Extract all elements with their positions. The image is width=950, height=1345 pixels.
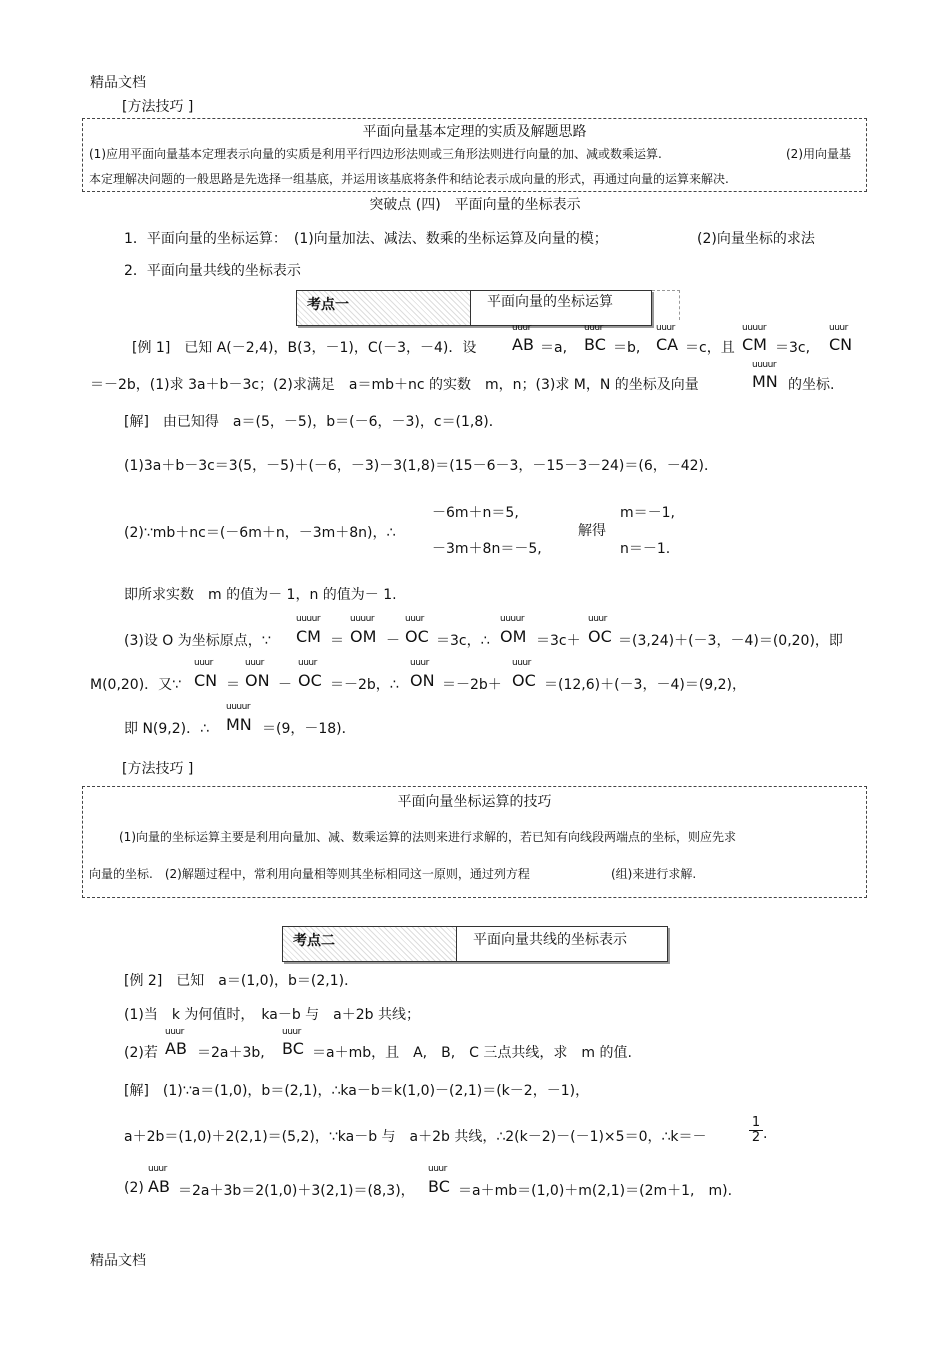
s3-text-5: ＝(3,24)＋(－3，－4)＝(0,20)，即 [618, 633, 843, 649]
ex1-eq-c: ＝c，且 [685, 340, 735, 356]
system-eq-1: －6m＋n＝5, [432, 505, 519, 521]
vector-bc: BC [584, 335, 606, 354]
vector-on: ON [410, 671, 435, 690]
s3-text-2: － [386, 633, 400, 649]
s3-text-4: ＝3c＋ [536, 633, 581, 649]
ex1-eq-a: ＝a, [540, 340, 568, 356]
s4-text-4: ＝－2b＋ [442, 677, 502, 693]
ex2-solution-1: [解] (1)∵a＝(1,0)，b＝(2,1)，∴ka－b＝k(1,0)－(2,1)＝(k－2，－1)， [124, 1083, 590, 1099]
vector-mn: MN [752, 372, 778, 391]
kaodian-2-box [282, 926, 668, 962]
vector-ab: AB [512, 335, 534, 354]
ex2-solution-3-mid: ＝2a＋3b＝2(1,0)＋3(2,1)＝(8,3)， [178, 1183, 415, 1199]
ex1-solution-2-end: 即所求实数 m 的值为－ 1，n 的值为－ 1. [124, 587, 397, 603]
fraction-period: . [763, 1126, 768, 1142]
vector-arrow-mark: uuur [282, 1027, 301, 1037]
fraction-one-half [749, 1116, 763, 1145]
vector-oc: OC [405, 627, 429, 646]
kaodian-1-tail [652, 290, 680, 320]
solve-word: 解得 [578, 523, 606, 539]
kaodian-1-tag: 考点一 [297, 291, 471, 325]
ex1-solution-1: (1)3a＋b－3c＝3(5，－5)＋(－6，－3)－3(1,8)＝(15－6－3，－15－3－24)＝(6，－42)． [124, 458, 719, 474]
vector-arrow-mark: uuuur [296, 614, 321, 624]
vector-oc: OC [298, 671, 322, 690]
item-2: 2．平面向量共线的坐标表示 [124, 263, 301, 279]
s3-text-0: (3)设 O 为坐标原点，∵ [124, 633, 271, 649]
vector-ab: AB [148, 1177, 170, 1196]
ex1-solution-head: [解] 由已知得 a＝(5，－5)，b＝(－6，－3)，c＝(1,8)． [124, 414, 503, 430]
fraction-numerator: 1 [749, 1116, 763, 1131]
vector-arrow-mark: uuur [656, 323, 675, 333]
method-2-text-2a: 向量的坐标. (2)解题过程中，常利用向量相等则其坐标相同这一原则，通过列方程 [89, 867, 530, 881]
vector-arrow-mark: uuur [428, 1164, 447, 1174]
s4-text-2: － [278, 677, 292, 693]
vector-arrow-mark: uuur [298, 658, 317, 668]
vector-cm: CM [296, 627, 321, 646]
vector-arrow-mark: uuur [512, 323, 531, 333]
vector-arrow-mark: uuuur [500, 614, 525, 624]
vector-arrow-mark: uuur [194, 658, 213, 668]
s3-text-3: ＝3c，∴ [436, 633, 490, 649]
result-n: n＝－1. [620, 541, 671, 557]
page-header: 精品文档 [90, 75, 146, 91]
ex2-solution-2: a＋2b＝(1,0)＋2(2,1)＝(5,2)，∵ka－b 与 a＋2b 共线，∴2(k－2)－(－1)×5＝0，∴k＝－ [124, 1129, 707, 1145]
s4-text-1: ＝ [226, 677, 240, 693]
vector-bc: BC [282, 1039, 304, 1058]
method-text-1a: (1)应用平面向量基本定理表示向量的实质是利用平行四边形法则或三角形法则进行向量的加、减或数乘运算. [89, 147, 662, 161]
ex2-line1: [例 2] 已知 a＝(1,0)，b＝(2,1)． [124, 973, 359, 989]
ex2-line2: (1)当 k 为何值时， ka－b 与 a＋2b 共线； [124, 1007, 420, 1023]
vector-arrow-mark: uuuur [742, 323, 767, 333]
breakthrough-title: 突破点 (四) 平面向量的坐标表示 [369, 197, 581, 213]
s4-text-0: M(0,20)．又∵ [90, 677, 182, 693]
vector-cn: CN [829, 335, 853, 354]
method-text-1b: (2)用向量基 [786, 147, 851, 161]
item-1b: (2)向量坐标的求法 [697, 231, 815, 247]
vector-arrow-mark: uuur [245, 658, 264, 668]
vector-arrow-mark: uuur [588, 614, 607, 624]
vector-arrow-mark: uuuur [226, 702, 251, 712]
method-text-2: 本定理解决问题的一般思路是先选择一组基底，并运用该基底将条件和结论表示成向量的形式，再通过向量的运算来解决. [89, 172, 729, 186]
s3-text-1: ＝ [330, 633, 344, 649]
vector-arrow-mark: uuur [148, 1164, 167, 1174]
result-m: m＝－1, [620, 505, 675, 521]
vector-oc: OC [512, 671, 536, 690]
kaodian-2-tag: 考点二 [283, 927, 457, 961]
vector-arrow-mark: uuur [165, 1027, 184, 1037]
method-box [82, 118, 867, 192]
ex2-line3-mid: ＝2a＋3b, [197, 1045, 265, 1061]
vector-mn: MN [226, 715, 252, 734]
kaodian-1-title: 平面向量的坐标运算 [487, 294, 613, 310]
ex2-line3-post: ＝a＋mb，且 A, B, C 三点共线，求 m 的值. [312, 1045, 632, 1061]
s5-text-1: ＝(9，－18)． [262, 721, 356, 737]
vector-cn: CN [194, 671, 218, 690]
vector-ab: AB [165, 1039, 187, 1058]
system-eq-2: －3m＋8n＝－5, [432, 541, 542, 557]
vector-om: OM [500, 627, 527, 646]
vector-arrow-mark: uuur [410, 658, 429, 668]
method-label: [方法技巧 ] [122, 99, 194, 115]
vector-cm: CM [742, 335, 767, 354]
s5-text-0: 即 N(9,2)．∴ [124, 721, 210, 737]
method-box-2 [82, 786, 867, 898]
kaodian-2-title: 平面向量共线的坐标表示 [473, 932, 627, 948]
method-2-text-1: (1)向量的坐标运算主要是利用向量加、减、数乘运算的法则来进行求解的，若已知有向线段两端点的坐标，则应先求 [119, 830, 737, 844]
item-1a: 1．平面向量的坐标运算： (1)向量加法、减法、数乘的坐标运算及向量的模； [124, 231, 608, 247]
vector-ca: CA [656, 335, 679, 354]
vector-on: ON [245, 671, 270, 690]
page-footer: 精品文档 [90, 1253, 146, 1269]
vector-bc: BC [428, 1177, 450, 1196]
ex2-solution-3-post: ＝a＋mb＝(1,0)＋m(2,1)＝(2m＋1, m). [458, 1183, 733, 1199]
ex1-line1-pre: [例 1] 已知 A(－2,4)，B(3，－1)，C(－3，－4)．设 [132, 340, 477, 356]
kaodian-1-box [296, 290, 652, 326]
ex1-line2-post: 的坐标. [788, 377, 835, 393]
s4-text-3: ＝－2b，∴ [330, 677, 399, 693]
vector-arrow-mark: uuur [584, 323, 603, 333]
vector-oc: OC [588, 627, 612, 646]
method-2-text-2b: (组)来进行求解. [611, 867, 697, 881]
fraction-denominator: 2 [751, 1130, 761, 1145]
vector-arrow-mark: uuur [512, 658, 531, 668]
vector-arrow-mark: uuuur [350, 614, 375, 624]
vector-om: OM [350, 627, 377, 646]
vector-arrow-mark: uuur [405, 614, 424, 624]
ex1-eq-b: ＝b, [613, 340, 641, 356]
method-box-title: 平面向量基本定理的实质及解题思路 [362, 124, 587, 140]
ex1-solution-2-lhs: (2)∵mb＋nc＝(－6m＋n，－3m＋8n)，∴ [124, 525, 396, 541]
method-label-2: [方法技巧 ] [122, 761, 194, 777]
ex1-line2: ＝－2b，(1)求 3a＋b－3c；(2)求满足 a＝mb＋nc 的实数 m，n；(3)求 M，N 的坐标及向量 [90, 377, 699, 393]
ex1-eq-d: ＝3c, [775, 340, 811, 356]
method-box-2-title: 平面向量坐标运算的技巧 [397, 794, 552, 810]
ex2-solution-3-pre: (2) [124, 1180, 144, 1196]
vector-arrow-mark: uuur [829, 323, 848, 333]
vector-arrow-mark: uuuur [752, 360, 777, 370]
s4-text-5: ＝(12,6)＋(－3，－4)＝(9,2)， [544, 677, 747, 693]
ex2-line3-pre: (2)若 [124, 1045, 158, 1061]
